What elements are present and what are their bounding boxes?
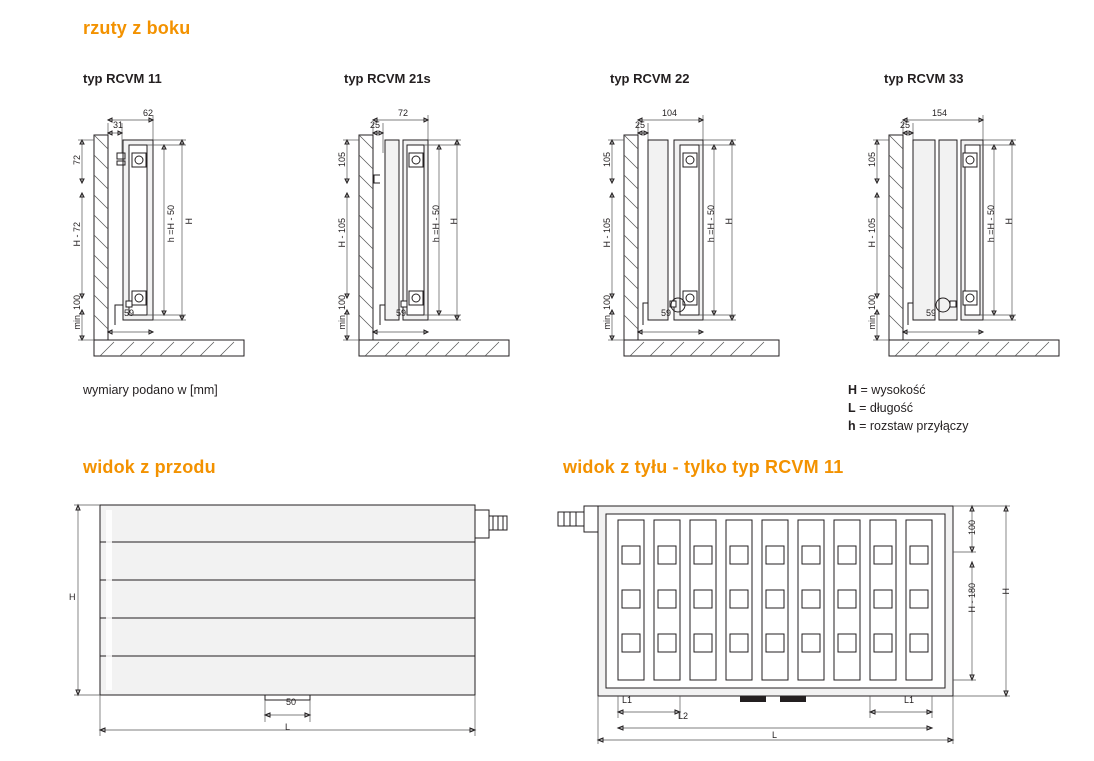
legend-symbol-L: L [848, 401, 856, 415]
dim-rcvm33-bottom: 59 [926, 308, 937, 318]
dim-rcvm11-inner-h: h =H - 50 [166, 205, 176, 243]
dim-rcvm22-left-bottom: min. 100 [602, 295, 612, 330]
dim-rcvm11-top-total: 62 [143, 108, 154, 118]
front-view-title: widok z przodu [83, 457, 216, 477]
side-view-rcvm33 [855, 105, 1080, 370]
side-view-title-rcvm11: typ RCVM 11 [83, 71, 162, 86]
side-view-title-rcvm22: typ RCVM 22 [610, 71, 690, 86]
dim-rcvm11-left-bottom: min. 100 [72, 295, 82, 330]
rear-view-l1-right: L1 [904, 695, 915, 705]
side-views-title: rzuty z boku [83, 18, 191, 38]
dim-rcvm22-outer-h: H [724, 218, 734, 225]
dim-rcvm22-left-upper: 105 [602, 152, 612, 168]
dim-rcvm33-top-total: 154 [932, 108, 948, 118]
dim-rcvm21s-top-total: 72 [398, 108, 409, 118]
dim-rcvm33-left-mid: H - 105 [867, 218, 877, 248]
dim-rcvm21s-inner-h: h =H - 50 [431, 205, 441, 243]
dim-rcvm21s-bottom: 59 [396, 308, 407, 318]
dim-rcvm21s-left-mid: H - 105 [337, 218, 347, 248]
rear-view-length-label: L [772, 730, 778, 740]
dim-rcvm11-top-left: 31 [113, 120, 124, 130]
dim-rcvm22-inner-h: h =H - 50 [706, 205, 716, 243]
dim-rcvm22-top-total: 104 [662, 108, 678, 118]
side-view-title-rcvm33: typ RCVM 33 [884, 71, 964, 86]
rear-view-mid-label: H - 180 [967, 583, 977, 613]
dim-rcvm21s-left-bottom: min. 100 [337, 295, 347, 330]
side-view-rcvm22 [590, 105, 805, 370]
dim-rcvm11-left-mid: H - 72 [72, 222, 82, 247]
rear-view-l2: L2 [678, 711, 689, 721]
legend-symbol-h: h [848, 419, 856, 433]
dim-rcvm21s-left-upper: 105 [337, 152, 347, 168]
dim-rcvm22-bottom: 59 [661, 308, 672, 318]
dim-rcvm33-left-bottom: min. 100 [867, 295, 877, 330]
legend-desc-L: = długość [859, 401, 913, 415]
rear-view-top-label: 100 [967, 520, 977, 536]
front-view-height-label: H [69, 592, 76, 602]
rear-view-height-label: H [1001, 588, 1011, 595]
dim-rcvm33-inner-h: h =H - 50 [986, 205, 996, 243]
units-note: wymiary podano w [mm] [83, 383, 218, 397]
rear-view-drawing [540, 490, 1060, 745]
front-view-connection-spacing: 50 [286, 697, 297, 707]
rear-view-title: widok z tyłu - tylko typ RCVM 11 [563, 457, 844, 477]
side-view-title-rcvm21s: typ RCVM 21s [344, 71, 431, 86]
legend-desc-H: = wysokość [860, 383, 926, 397]
front-view-length-label: L [285, 722, 291, 732]
front-view-drawing [60, 490, 540, 740]
dim-rcvm22-left-mid: H - 105 [602, 218, 612, 248]
dim-rcvm22-top-left: 25 [635, 120, 646, 130]
dim-rcvm11-outer-h: H [184, 218, 194, 225]
dim-rcvm21s-top-left: 25 [370, 120, 381, 130]
dim-rcvm11-left-upper: 72 [72, 155, 82, 166]
side-view-rcvm21s [325, 105, 535, 370]
dim-rcvm11-bottom: 59 [124, 308, 135, 318]
legend [848, 383, 1078, 433]
dim-rcvm33-left-upper: 105 [867, 152, 877, 168]
dim-rcvm33-outer-h: H [1004, 218, 1014, 225]
legend-desc-h: = rozstaw przyłączy [859, 419, 969, 433]
rear-view-l1-left: L1 [622, 695, 633, 705]
dim-rcvm33-top-left: 25 [900, 120, 911, 130]
dim-rcvm21s-outer-h: H [449, 218, 459, 225]
side-view-rcvm11 [60, 105, 270, 370]
legend-symbol-H: H [848, 383, 858, 397]
